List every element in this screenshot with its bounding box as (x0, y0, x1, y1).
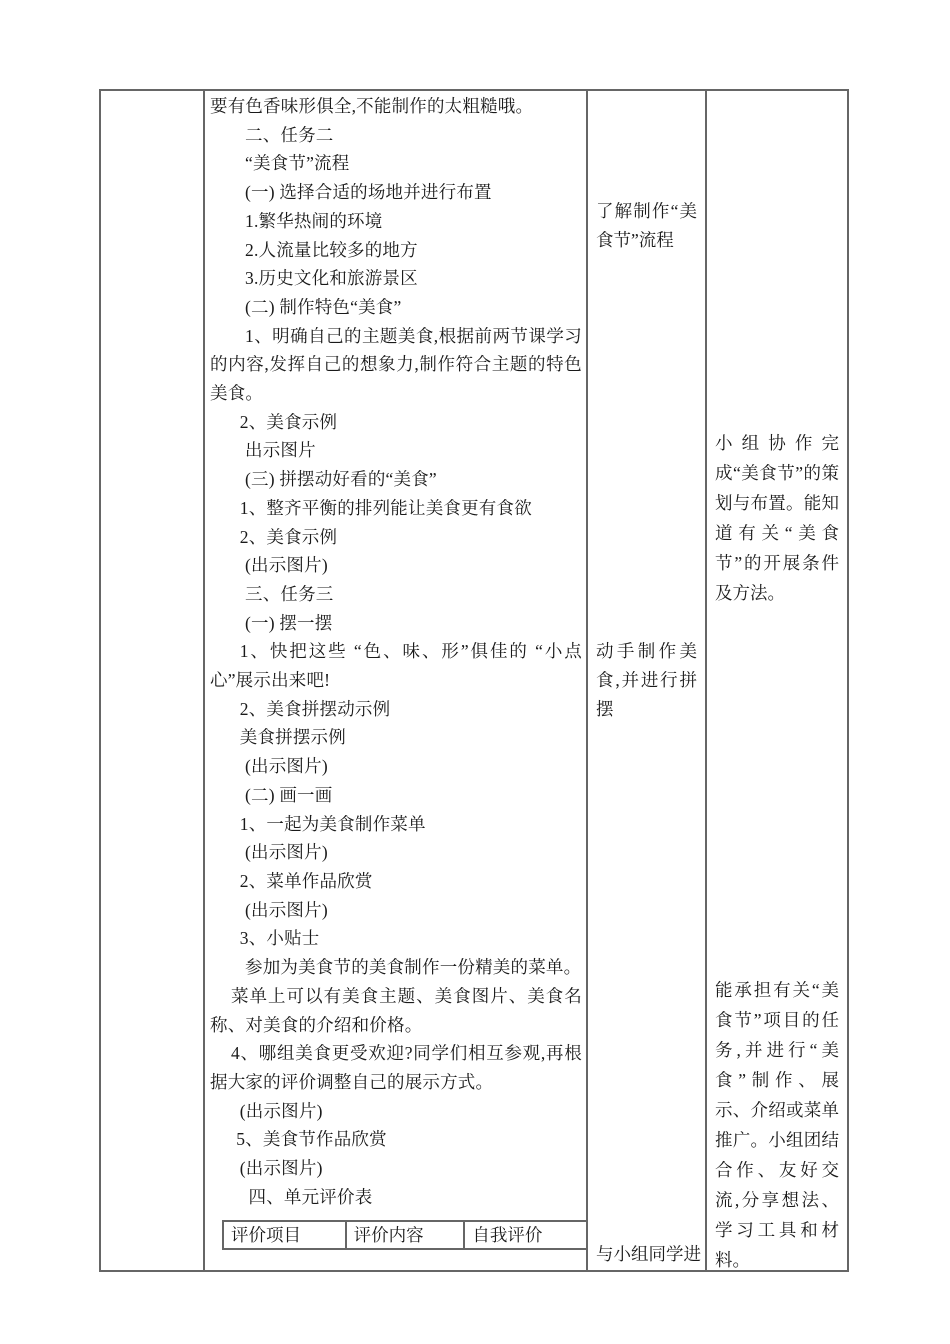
paragraph: 1、整齐平衡的排列能让美食更有食欲 (239, 497, 532, 518)
activity-note: 与小组同学进 (596, 1244, 701, 1264)
paragraph: 三、任务三 (245, 583, 334, 604)
objective-note: 能承担有关“美食节”项目的任务,并进行“美食”制作、展示、介绍或菜单推广。小组团结合作、友好交流,分享想法、学习工具和材料。 (715, 980, 839, 1270)
paragraph: 3.历史文化和旅游景区 (245, 268, 418, 289)
paragraph: (出示图片) (245, 899, 328, 920)
objective-cell (707, 91, 847, 1270)
paragraph: “美食节”流程 (245, 153, 350, 174)
paragraph: 参加为美食节的美食制作一份精美的菜单。 (245, 957, 582, 978)
paragraph: (出示图片) (239, 1158, 323, 1179)
row-label-cell (101, 91, 205, 1270)
paragraph: (一) 摆一摆 (245, 612, 333, 633)
eval-header-project: 评价项目 (231, 1225, 301, 1246)
paragraph: 1、一起为美食制作菜单 (239, 813, 426, 834)
paragraph: 3、小贴士 (239, 928, 320, 949)
paragraph: (出示图片) (239, 1100, 323, 1121)
paragraph: 四、单元评价表 (248, 1186, 373, 1207)
paragraph: (一) 选择合适的场地并进行布置 (245, 182, 492, 203)
objective-note: 小组协作完成“美食节”的策划与布置。能知道有关“美食节”的开展条件及方法。 (715, 433, 839, 603)
paragraph: 4、哪组美食更受欢迎?同学们相互参观,再根据大家的评价调整自己的展示方式。 (210, 1043, 582, 1092)
paragraph: (出示图片) (245, 756, 328, 777)
paragraph: 二、任务二 (245, 124, 334, 145)
eval-header-content: 评价内容 (345, 1222, 466, 1248)
paragraph: (出示图片) (245, 842, 328, 863)
evaluation-table (222, 1220, 586, 1250)
paragraph: 要有色香味形俱全,不能制作的太粗糙哦。 (210, 96, 534, 116)
paragraph: 美食拼摆示例 (239, 727, 346, 748)
paragraph: 2.人流量比较多的地方 (245, 239, 418, 260)
paragraph: 菜单上可以有美食主题、美食图片、美食名称、对美食的介绍和价格。 (210, 985, 582, 1035)
activity-cell (588, 91, 707, 1270)
paragraph: 2、菜单作品欣赏 (239, 870, 373, 891)
paragraph: 1、明确自己的主题美食,根据前两节课学习的内容,发挥自己的想象力,制作符合主题的特色美食。 (210, 325, 582, 404)
paragraph: (三) 拼摆动好看的“美食” (245, 469, 437, 490)
activity-note: 动手制作美食,并进行拼摆 (596, 641, 697, 719)
paragraph: (二) 画一画 (245, 784, 333, 805)
paragraph: 1.繁华热闹的环境 (245, 210, 383, 231)
teaching-content-cell (205, 91, 588, 1270)
paragraph: 2、美食示例 (239, 411, 338, 432)
paragraph: (出示图片) (245, 555, 328, 576)
eval-header-self: 自我评价 (472, 1225, 543, 1246)
paragraph: (二) 制作特色“美食” (245, 296, 402, 317)
lesson-plan-table (99, 89, 849, 1272)
paragraph: 2、美食拼摆动示例 (239, 698, 391, 719)
activity-note: 了解制作“美食节”流程 (596, 201, 697, 250)
teaching-content-text (210, 92, 582, 1211)
paragraph: 出示图片 (245, 440, 316, 461)
paragraph: 5、美食节作品欣赏 (236, 1129, 387, 1150)
paragraph: 1、快把这些 “色、味、形”俱佳的 “小点心”展示出来吧! (210, 641, 582, 691)
paragraph: 2、美食示例 (239, 526, 338, 547)
